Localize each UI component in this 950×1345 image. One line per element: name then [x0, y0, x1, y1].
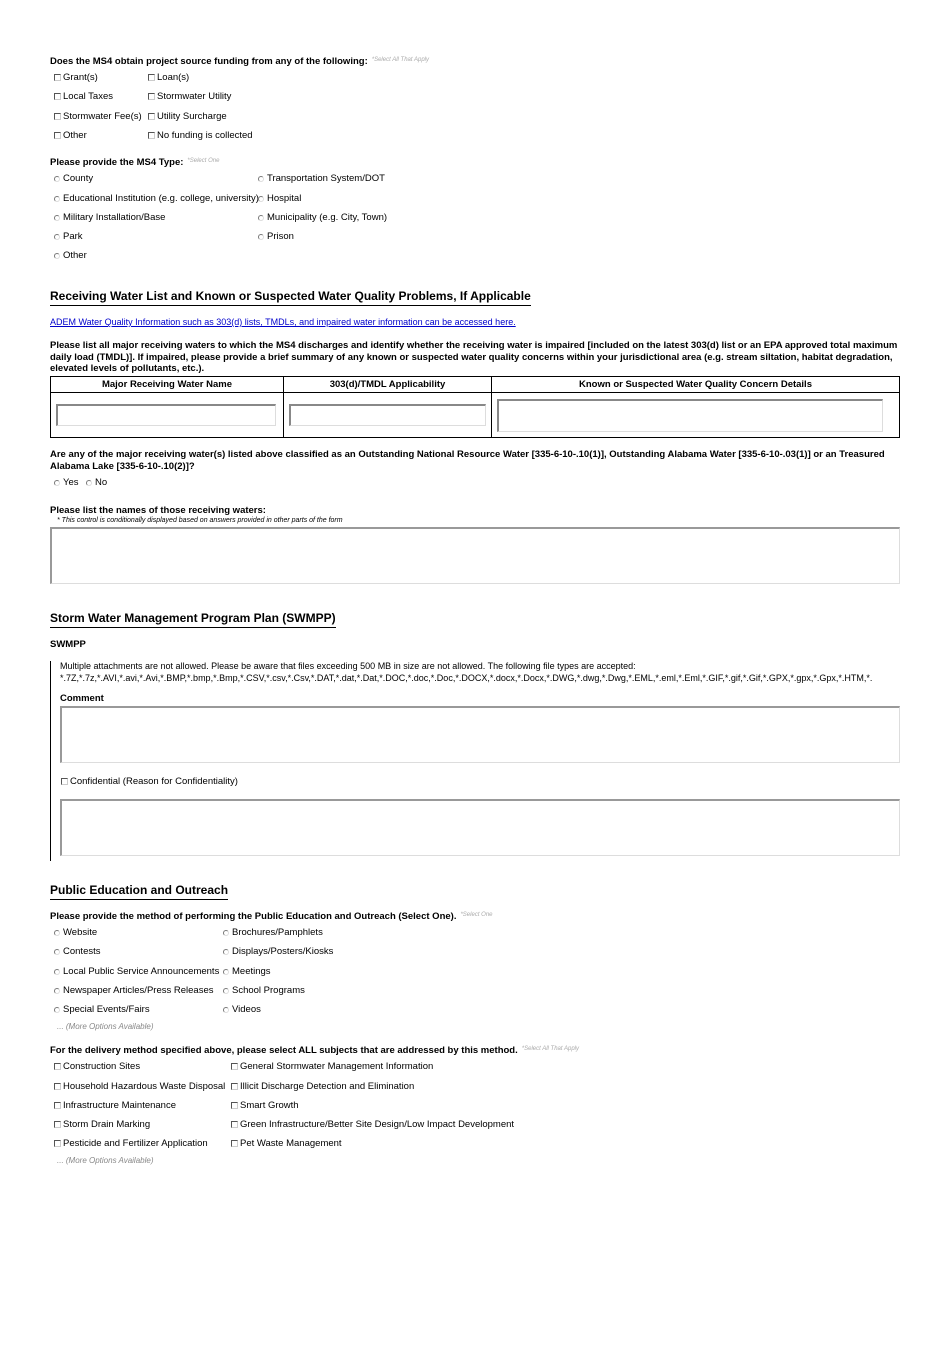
- ms4-type-transportation[interactable]: [258, 173, 385, 184]
- quality-concern-input[interactable]: [497, 399, 883, 432]
- checkbox-icon[interactable]: [54, 1063, 61, 1070]
- option-label: Videos: [232, 1004, 261, 1015]
- ms4-type-question: [50, 157, 219, 168]
- swmpp-comment-textarea[interactable]: [60, 706, 900, 763]
- checkbox-icon[interactable]: [231, 1121, 238, 1128]
- method-events[interactable]: [54, 1004, 150, 1015]
- method-newspaper[interactable]: [54, 985, 213, 996]
- ms4-type-hospital[interactable]: [258, 193, 301, 204]
- option-label: Local Taxes: [63, 91, 113, 102]
- option-label: Utility Surcharge: [157, 111, 227, 122]
- radio-icon[interactable]: [223, 930, 229, 936]
- option-label: Transportation System/DOT: [267, 173, 385, 184]
- radio-icon[interactable]: [223, 969, 229, 975]
- swmpp-label: SWMPP: [50, 639, 86, 650]
- table-row: [51, 393, 900, 438]
- radio-icon[interactable]: [54, 234, 60, 240]
- option-label: Illicit Discharge Detection and Elimination: [240, 1081, 415, 1092]
- option-label: Newspaper Articles/Press Releases: [63, 985, 214, 996]
- option-label: Construction Sites: [63, 1061, 141, 1072]
- conditional-note: * This control is conditionally displayed based on answers provided in other parts of the form: [57, 517, 343, 524]
- checkbox-icon[interactable]: [54, 1140, 61, 1147]
- funding-local-taxes[interactable]: [54, 91, 113, 102]
- checkbox-icon[interactable]: [54, 1083, 61, 1090]
- checkbox-icon[interactable]: [54, 74, 61, 81]
- ms4-type-hint: *Select One: [187, 158, 220, 164]
- adem-water-quality-link[interactable]: ADEM Water Quality Information such as 303(d) lists, TMDLs, and impaired water information can be accessed here.: [50, 317, 516, 327]
- method-contests[interactable]: [54, 946, 101, 957]
- comment-label: Comment: [60, 693, 104, 704]
- checkbox-icon[interactable]: [231, 1102, 238, 1109]
- option-label: Confidential (Reason for Confidentiality): [70, 776, 238, 787]
- option-label: Stormwater Utility: [157, 91, 232, 102]
- radio-icon[interactable]: [54, 253, 60, 259]
- checkbox-icon[interactable]: [148, 132, 155, 139]
- funding-question: [50, 56, 429, 67]
- ms4-type-military[interactable]: [54, 212, 165, 223]
- receiving-section-title: Receiving Water List and Known or Suspected Water Quality Problems, If Applicable: [50, 289, 531, 306]
- confidential-reason-textarea[interactable]: [60, 799, 900, 856]
- column-header: Known or Suspected Water Quality Concern Details: [492, 377, 900, 393]
- funding-question-text: Does the MS4 obtain project source funding from any of the following:: [50, 56, 368, 67]
- outstanding-yes[interactable]: [54, 477, 79, 488]
- education-section-title: Public Education and Outreach: [50, 883, 228, 900]
- checkbox-icon[interactable]: [54, 113, 61, 120]
- radio-icon[interactable]: [54, 1007, 60, 1013]
- checkbox-icon[interactable]: [148, 113, 155, 120]
- checkbox-icon[interactable]: [148, 93, 155, 100]
- option-label: Smart Growth: [240, 1100, 299, 1111]
- radio-icon[interactable]: [54, 176, 60, 182]
- option-label: Pet Waste Management: [240, 1138, 342, 1149]
- checkbox-icon[interactable]: [54, 1102, 61, 1109]
- option-label: Loan(s): [157, 72, 190, 83]
- option-label: School Programs: [232, 985, 305, 996]
- ms4-type-park[interactable]: [54, 231, 83, 242]
- education-method-question: [50, 911, 493, 922]
- table-cell: [51, 393, 284, 438]
- radio-icon[interactable]: [54, 988, 60, 994]
- funding-hint: *Select All That Apply: [371, 57, 429, 63]
- option-label: Municipality (e.g. City, Town): [267, 212, 388, 223]
- swmpp-section-title: Storm Water Management Program Plan (SWMPP): [50, 611, 336, 628]
- subject-illicit-discharge[interactable]: [231, 1081, 414, 1092]
- more-options-methods[interactable]: ... (More Options Available): [57, 1022, 154, 1031]
- method-meetings[interactable]: [223, 966, 271, 977]
- option-label: Storm Drain Marking: [63, 1119, 151, 1130]
- tmdl-applicability-input[interactable]: [289, 404, 486, 426]
- checkbox-icon[interactable]: [148, 74, 155, 81]
- radio-icon[interactable]: [258, 215, 264, 221]
- option-label: No: [95, 477, 108, 488]
- option-label: Yes: [63, 477, 79, 488]
- accepted-file-types: *.7Z,*.7z,*.AVI,*.avi,*.Avi,*.BMP,*.bmp,*.Bmp,*.CSV,*.csv,*.Csv,*.DAT,*.dat,*.Dat,*.DOC,*.doc,*.Doc,*.DOCX,*.docx,*.Docx,*.DWG,*.dwg,*.Dwg,*.EML,*.eml,*.Eml,*.GIF,*.gif,*.Gif,*.GPX,*.gpx,*.Gpx,*.HTM,*.: [60, 673, 873, 683]
- table-cell: [284, 393, 492, 438]
- funding-stormwater-fees[interactable]: [54, 111, 142, 122]
- radio-icon[interactable]: [54, 480, 60, 486]
- ms4-type-other[interactable]: [54, 250, 87, 261]
- ms4-type-question-text: Please provide the MS4 Type:: [50, 157, 184, 168]
- education-method-hint: *Select One: [460, 912, 493, 918]
- subject-construction[interactable]: [54, 1061, 140, 1072]
- column-header: 303(d)/TMDL Applicability: [284, 377, 492, 393]
- radio-icon[interactable]: [54, 930, 60, 936]
- education-method-question-text: Please provide the method of performing the Public Education and Outreach (Select One).: [50, 911, 457, 922]
- option-label: General Stormwater Management Information: [240, 1061, 434, 1072]
- radio-icon[interactable]: [258, 234, 264, 240]
- radio-icon[interactable]: [54, 215, 60, 221]
- option-label: Displays/Posters/Kiosks: [232, 946, 334, 957]
- receiving-names-question: Please list the names of those receiving waters:: [50, 505, 266, 516]
- option-label: Pesticide and Fertilizer Application: [63, 1138, 208, 1149]
- option-label: Website: [63, 927, 98, 938]
- funding-grants[interactable]: [54, 72, 98, 83]
- subject-general-stormwater[interactable]: [231, 1061, 433, 1072]
- option-label: Household Hazardous Waste Disposal: [63, 1081, 226, 1092]
- option-label: Stormwater Fee(s): [63, 111, 142, 122]
- subject-infrastructure[interactable]: [54, 1100, 176, 1111]
- option-label: Grant(s): [63, 72, 98, 83]
- option-label: Meetings: [232, 966, 271, 977]
- option-label: County: [63, 173, 94, 184]
- method-brochures[interactable]: [223, 927, 323, 938]
- subjects-hint: *Select All That Apply: [521, 1046, 580, 1052]
- radio-icon[interactable]: [86, 480, 92, 486]
- ms4-type-prison[interactable]: [258, 231, 294, 242]
- funding-other[interactable]: [54, 130, 87, 141]
- receiving-names-textarea[interactable]: [50, 527, 900, 584]
- receiving-water-name-input[interactable]: [56, 404, 276, 426]
- option-label: Local Public Service Announcements: [63, 966, 220, 977]
- table-header-row: [51, 377, 900, 393]
- subject-smart-growth[interactable]: [231, 1100, 299, 1111]
- receiving-water-table: [50, 376, 900, 438]
- subject-pet-waste[interactable]: [231, 1138, 342, 1149]
- checkbox-icon[interactable]: [54, 1121, 61, 1128]
- subjects-question: [50, 1045, 579, 1056]
- method-website[interactable]: [54, 927, 97, 938]
- ms4-type-county[interactable]: [54, 173, 93, 184]
- subject-green-infrastructure[interactable]: [231, 1119, 514, 1130]
- ms4-type-educational[interactable]: [54, 193, 259, 204]
- option-label: Other: [63, 130, 87, 141]
- option-label: No funding is collected: [157, 130, 253, 141]
- method-school[interactable]: [223, 985, 305, 996]
- radio-icon[interactable]: [54, 969, 60, 975]
- option-label: Educational Institution (e.g. college, university): [63, 193, 259, 204]
- funding-loans[interactable]: [148, 72, 189, 83]
- option-label: Military Installation/Base: [63, 212, 166, 223]
- attachment-note: Multiple attachments are not allowed. Please be aware that files exceeding 500 MB in size are not allowed. The following file types are accepted:: [60, 661, 636, 671]
- outstanding-water-question: Are any of the major receiving water(s) listed above classified as an Outstanding National Resource Water [335-6-10-.10(1)], Outstanding Alabama Water [335-6-10-.03(1)] or an Treasured Alabama Lake [335-6-10-.10(2)]?: [50, 449, 885, 472]
- radio-icon[interactable]: [223, 988, 229, 994]
- option-label: Other: [63, 250, 87, 261]
- method-displays[interactable]: [223, 946, 333, 957]
- checkbox-icon[interactable]: [231, 1063, 238, 1070]
- method-psa[interactable]: [54, 966, 219, 977]
- option-label: Contests: [63, 946, 101, 957]
- checkbox-icon[interactable]: [231, 1140, 238, 1147]
- more-options-subjects[interactable]: ... (More Options Available): [57, 1156, 154, 1165]
- ms4-type-municipality[interactable]: [258, 212, 387, 223]
- option-label: Brochures/Pamphlets: [232, 927, 323, 938]
- checkbox-icon[interactable]: [231, 1083, 238, 1090]
- option-label: Green Infrastructure/Better Site Design/Low Impact Development: [240, 1119, 515, 1130]
- column-header: Major Receiving Water Name: [51, 377, 284, 393]
- radio-icon[interactable]: [258, 176, 264, 182]
- option-label: Special Events/Fairs: [63, 1004, 150, 1015]
- option-label: Prison: [267, 231, 294, 242]
- subject-hazardous-waste[interactable]: [54, 1081, 225, 1092]
- confidential-checkbox[interactable]: [61, 776, 238, 787]
- radio-icon[interactable]: [223, 949, 229, 955]
- funding-stormwater-utility[interactable]: [148, 91, 231, 102]
- checkbox-icon[interactable]: [54, 93, 61, 100]
- option-label: Infrastructure Maintenance: [63, 1100, 177, 1111]
- receiving-instructions: Please list all major receiving waters to which the MS4 discharges and identify whether the receiving water is impaired [included on the latest 303(d) list or an EPA approved total maximum daily load (TMDL)]. If impaired, please provide a brief summary of any known or suspected water quality concerns within your jurisdictional area (e.g. stream siltation, habitat degradation, elevated levels of pollutants, etc.).: [50, 340, 898, 374]
- option-label: Hospital: [267, 193, 302, 204]
- funding-utility-surcharge[interactable]: [148, 111, 227, 122]
- subject-storm-drain[interactable]: [54, 1119, 150, 1130]
- radio-icon[interactable]: [54, 949, 60, 955]
- radio-icon[interactable]: [223, 1007, 229, 1013]
- radio-icon[interactable]: [258, 196, 264, 202]
- swmpp-group-border: [50, 661, 51, 861]
- method-videos[interactable]: [223, 1004, 261, 1015]
- funding-none[interactable]: [148, 130, 253, 141]
- subject-pesticide[interactable]: [54, 1138, 208, 1149]
- outstanding-no[interactable]: [86, 477, 107, 488]
- subjects-question-text: For the delivery method specified above, please select ALL subjects that are addressed by this method.: [50, 1045, 518, 1056]
- option-label: Park: [63, 231, 83, 242]
- radio-icon[interactable]: [54, 196, 60, 202]
- table-cell: [492, 393, 900, 438]
- checkbox-icon[interactable]: [54, 132, 61, 139]
- checkbox-icon[interactable]: [61, 778, 68, 785]
